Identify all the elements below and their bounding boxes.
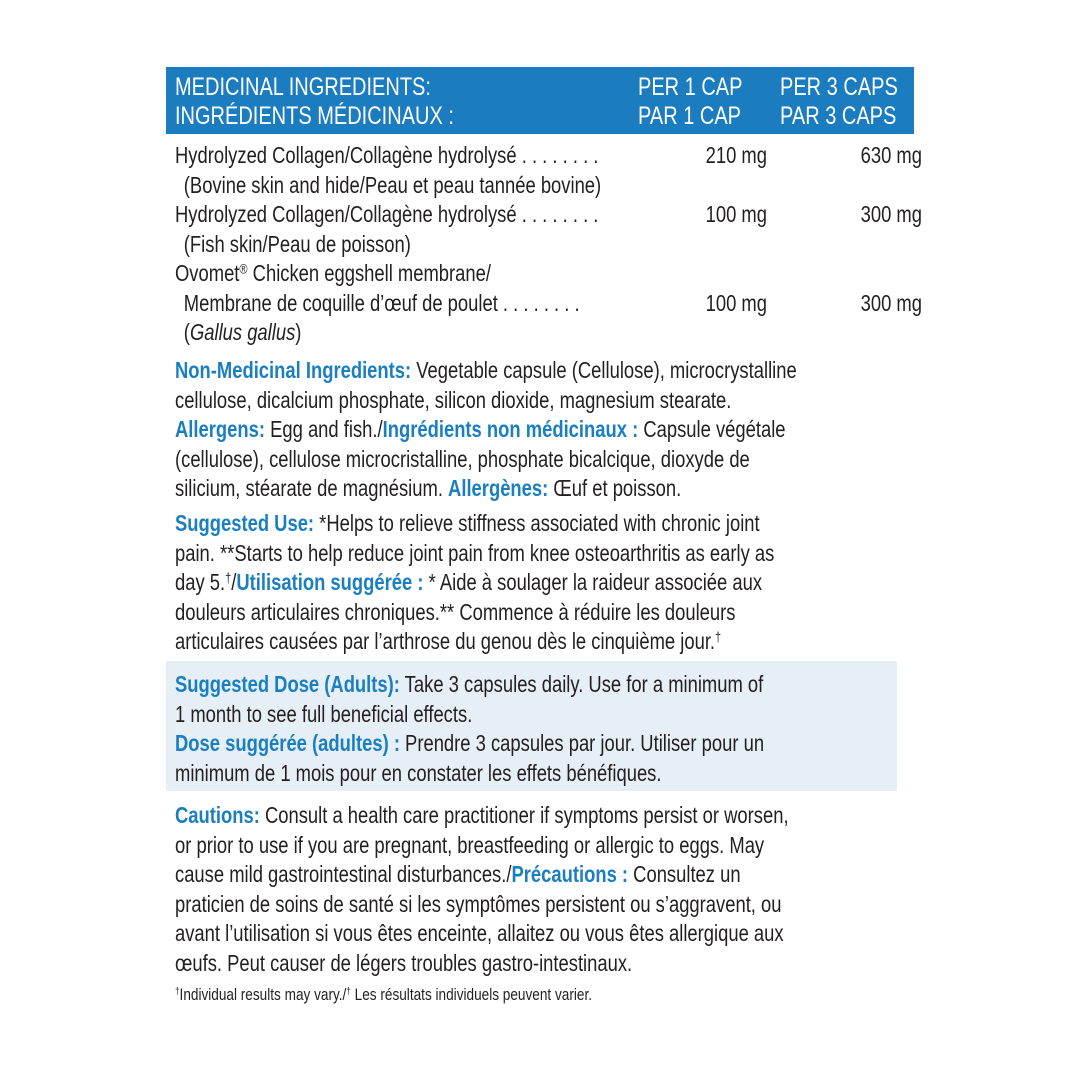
non-medicinal-text: (cellulose), cellulose microcristalline, phosphate bicalcique, dioxyde de [175,445,750,472]
ingredient-3-per-3-caps: 300 mg [860,289,922,316]
suggested-use-text: articulaires causées par l’arthrose du genou dès le cinquième jour. [175,628,716,654]
cautions-label-fr: Précautions : [511,861,629,887]
ingredient-row-1 [175,141,601,200]
ingredient-name: Hydrolyzed Collagen/Collagène hydrolysé . . . . . . . . [175,142,599,168]
non-medicinal-text: Capsule végétale [638,416,786,442]
suggested-use-label-en: Suggested Use: [175,510,315,536]
non-medicinal-text: Vegetable capsule (Cellulose), microcrystalline [411,357,797,383]
cautions-label-en: Cautions: [175,802,260,828]
cautions-text: Consult a health care practitioner if symptoms persist or worsen, [259,802,789,828]
ingredient-source: (Gallus gallus) [183,319,302,345]
ingredient-3-per-1-cap: 100 mg [705,289,767,316]
ingredient-1-per-3-caps: 630 mg [860,142,922,168]
suggested-dose-text: Take 3 capsules daily. Use for a minimum of [399,671,764,697]
suggested-dose-text: Prendre 3 capsules par jour. Utiliser pour un [399,730,765,756]
medicinal-ingredients-header [166,67,914,134]
cautions-text: or prior to use if you are pregnant, breastfeeding or allergic to eggs. May [175,831,765,858]
header-col1-en: PER 1 CAP [638,73,743,101]
allergens-text: Egg and fish./ [264,416,383,442]
cautions-text: avant l’utilisation si vous êtes enceinte, allaitez ou vous êtes allergique aux [175,920,784,946]
footnote-text-fr: Les résultats individuels peuvent varier. [350,985,593,1004]
footnote [175,985,592,1005]
header-title-fr: INGRÉDIENTS MÉDICINAUX : [175,102,454,130]
ingredient-row-3 [175,259,580,348]
suggested-dose-section [175,670,764,788]
ingredient-source: (Fish skin/Peau de poisson) [183,230,411,257]
ingredient-name-line1 [175,259,580,289]
registered-mark: ® [239,261,248,277]
non-medicinal-text: cellulose, dicalcium phosphate, silicon dioxide, magnesium stearate. [175,386,732,413]
allergens-text: Œuf et poisson. [548,475,682,501]
header-col-per-3-caps [780,73,898,131]
header-title-en: MEDICINAL INGREDIENTS: [175,73,431,101]
dagger-mark: † [715,629,722,645]
cautions-text: praticien de soins de santé si les symptômes persistent ou s’aggravent, ou [175,890,782,917]
allergens-label-en: Allergens: [175,416,265,442]
slash: / [231,569,237,595]
suggested-use-text: day 5. [175,569,226,595]
suggested-use-text: * Aide à soulager la raideur associée aux [423,569,763,595]
suggested-use-text: *Helps to relieve stiffness associated with chronic joint [314,510,760,536]
non-medicinal-text: silicium, stéarate de magnésium. [175,475,449,501]
header-col-per-1-cap [638,73,742,131]
cautions-section [175,801,789,978]
suggested-dose-label-fr: Dose suggérée (adultes) : [175,730,400,756]
non-medicinal-label-fr: Ingrédients non médicinaux : [382,416,639,442]
ingredient-row-2 [175,200,598,259]
cautions-text: cause mild gastrointestinal disturbances./ [175,861,512,887]
non-medicinal-section [175,356,797,504]
ingredient-name: Hydrolyzed Collagen/Collagène hydrolysé . . . . . . . . [175,201,599,227]
ingredient-name-line2: Membrane de coquille d’œuf de poulet . . . . . . . . [183,289,580,316]
header-title [175,73,454,131]
ingredient-name-rest: Chicken eggshell membrane/ [247,260,491,286]
ingredient-2-per-1-cap: 100 mg [705,201,767,227]
ingredient-2-per-3-caps: 300 mg [860,201,922,227]
header-col2-en: PER 3 CAPS [780,73,898,101]
brand-name: Ovomet [175,260,240,286]
suggested-use-section [175,509,774,657]
suggested-use-text: pain. **Starts to help reduce joint pain from knee osteoarthritis as early as [175,539,775,566]
cautions-text: œufs. Peut causer de légers troubles gastro-intestinaux. [175,949,633,976]
suggested-dose-text: minimum de 1 mois pour en constater les effets bénéfiques. [175,759,662,786]
suggested-dose-text: 1 month to see full beneficial effects. [175,700,473,727]
dagger-mark: † [225,570,232,586]
dagger-mark: † [346,986,351,998]
non-medicinal-label-en: Non-Medicinal Ingredients: [175,357,412,383]
header-col2-fr: PAR 3 CAPS [780,102,897,130]
cautions-text: Consultez un [628,861,741,887]
dagger-mark: † [175,986,180,998]
footnote-text-en: Individual results may vary./ [179,985,347,1004]
ingredient-source: (Bovine skin and hide/Peau et peau tannée bovine) [183,171,602,198]
suggested-use-label-fr: Utilisation suggérée : [236,569,424,595]
allergens-label-fr: Allergènes: [448,475,549,501]
header-col1-fr: PAR 1 CAP [638,102,741,130]
suggested-use-text: douleurs articulaires chroniques.** Commence à réduire les douleurs [175,598,736,625]
species-name: Gallus gallus [189,319,296,345]
ingredient-1-per-1-cap: 210 mg [705,142,767,168]
suggested-dose-label-en: Suggested Dose (Adults): [175,671,400,697]
